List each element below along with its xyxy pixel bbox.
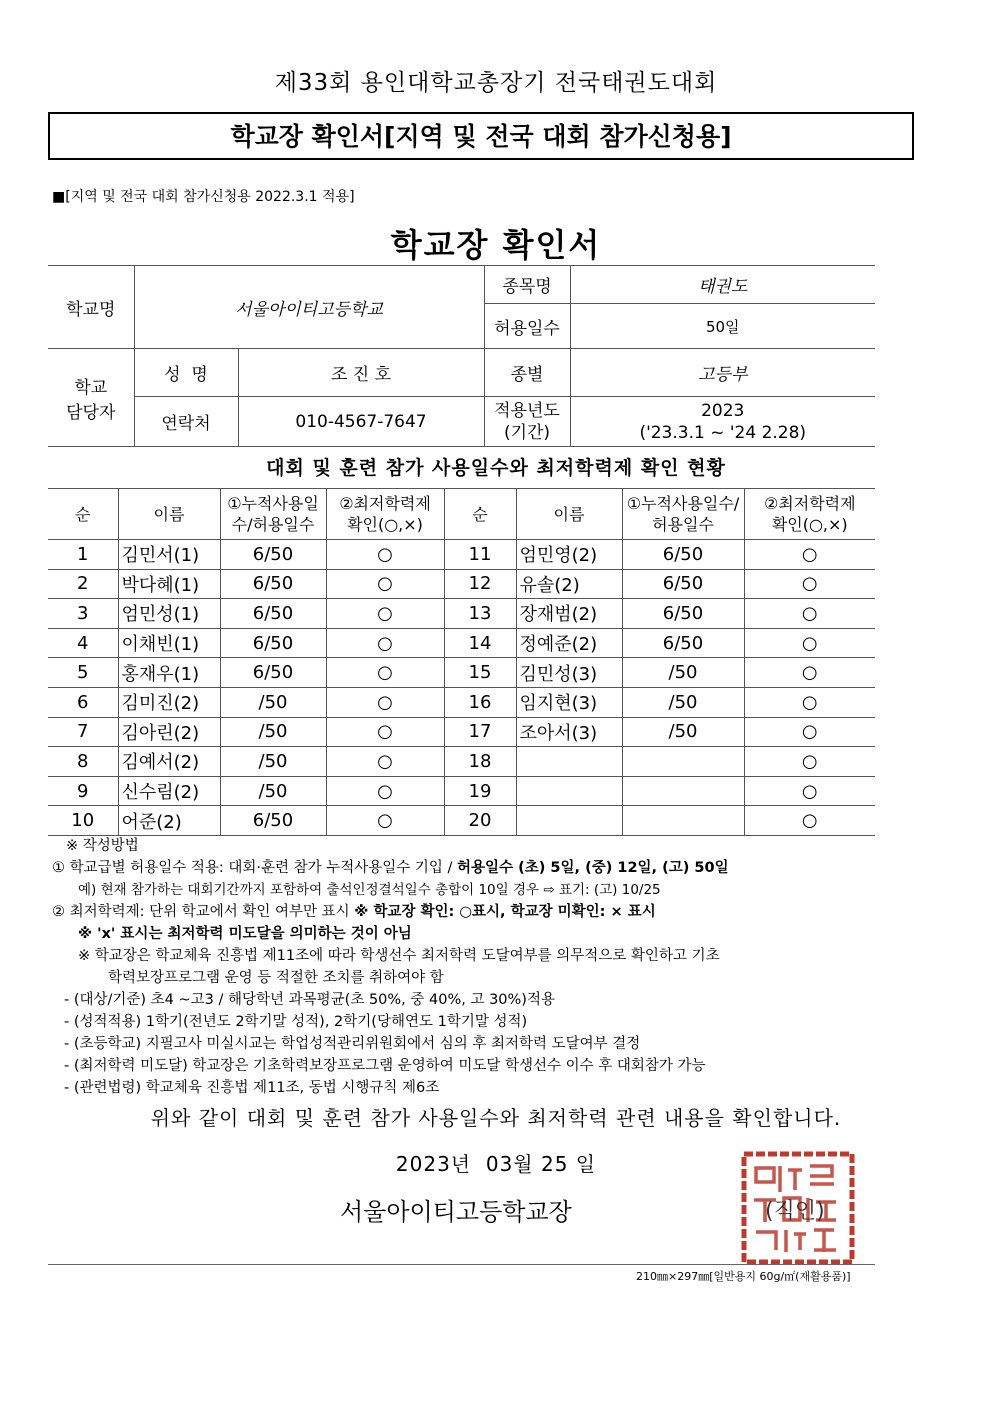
main-title: 학교장 확인서 bbox=[390, 226, 602, 264]
note-4: ※ 'x' 표시는 최저학력 미도달을 의미하는 것이 아님 bbox=[78, 926, 412, 942]
row-check-right: ○ bbox=[744, 628, 875, 658]
note-1a: ① 학교급별 허용일수 적용: 대회·훈련 참가 누적사용일수 기입 / bbox=[52, 860, 458, 876]
row-days-right: 6/50 bbox=[622, 540, 744, 570]
row-check: ○ bbox=[326, 776, 444, 806]
division-label: 종별 bbox=[484, 349, 570, 397]
header-check-right-line2: 확인(○,×) bbox=[771, 515, 848, 534]
row-no: 10 bbox=[48, 806, 118, 836]
row-name-right: 조아서(3) bbox=[516, 717, 622, 747]
row-check-right: ○ bbox=[744, 776, 875, 806]
row-days: 6/50 bbox=[220, 806, 326, 836]
header-days-line2: 수/허용일수 bbox=[231, 515, 315, 534]
table-row bbox=[48, 569, 875, 599]
row-no: 7 bbox=[48, 717, 118, 747]
document-box-title: 학교장 확인서[지역 및 전국 대회 참가신청용] bbox=[48, 112, 914, 160]
year-label-line2: (기간) bbox=[503, 422, 551, 443]
note-1b: 허용일수 (초) 5일, (중) 12일, (고) 50일 bbox=[457, 860, 729, 876]
row-no-right: 19 bbox=[444, 776, 516, 806]
row-check-right: ○ bbox=[744, 569, 875, 599]
header-check-line1: ②최저학력제 bbox=[339, 494, 431, 513]
row-check-right: ○ bbox=[744, 658, 875, 688]
event-value: 태권도 bbox=[570, 266, 875, 304]
row-days: 6/50 bbox=[220, 628, 326, 658]
row-name: 신수림(2) bbox=[118, 776, 220, 806]
row-no: 2 bbox=[48, 569, 118, 599]
row-name-right: 정예준(2) bbox=[516, 628, 622, 658]
table-row bbox=[48, 806, 875, 836]
row-days-right: 6/50 bbox=[622, 569, 744, 599]
school-info-table bbox=[48, 265, 875, 447]
row-days-right: /50 bbox=[622, 717, 744, 747]
row-check-right: ○ bbox=[744, 687, 875, 717]
year-value-cell bbox=[570, 397, 875, 447]
seal-mark-text: (직인) bbox=[765, 1199, 825, 1224]
row-check-right: ○ bbox=[744, 747, 875, 777]
row-name: 김예서(2) bbox=[118, 747, 220, 777]
issue-date: 2023년 03월 25 일 bbox=[395, 1152, 597, 1176]
row-days-right bbox=[622, 806, 744, 836]
row-days: /50 bbox=[220, 717, 326, 747]
header-no: 순 bbox=[48, 489, 118, 540]
allowed-days-label: 허용일수 bbox=[484, 304, 570, 349]
header-check-right-line1: ②최저학력제 bbox=[763, 494, 856, 513]
row-no-right: 17 bbox=[444, 717, 516, 747]
row-check: ○ bbox=[326, 540, 444, 570]
row-check-right: ○ bbox=[744, 806, 875, 836]
header-check-right bbox=[744, 489, 875, 540]
manager-label bbox=[48, 349, 134, 447]
header-check bbox=[326, 489, 444, 540]
row-name-right bbox=[516, 806, 622, 836]
manager-label-line1: 학교 bbox=[74, 377, 108, 398]
note-1 bbox=[52, 857, 729, 879]
note-3 bbox=[52, 901, 729, 923]
row-days: 6/50 bbox=[220, 599, 326, 629]
table-row bbox=[48, 717, 875, 747]
principal-signature: 서울아이티고등학교장 bbox=[340, 1198, 572, 1226]
row-no-right: 15 bbox=[444, 658, 516, 688]
header-name: 이름 bbox=[118, 489, 220, 540]
row-no: 9 bbox=[48, 776, 118, 806]
row-check: ○ bbox=[326, 717, 444, 747]
row-name-right: 엄민영(2) bbox=[516, 540, 622, 570]
note-7: - (대상/기준) 초4 ~고3 / 해당학년 과목평균(초 50%, 중 40%, 고 30%)적용 bbox=[64, 992, 555, 1008]
row-no-right: 20 bbox=[444, 806, 516, 836]
row-days-right: 6/50 bbox=[622, 599, 744, 629]
division-value: 고등부 bbox=[570, 349, 875, 397]
event-label: 종목명 bbox=[484, 266, 570, 304]
row-name: 박다혜(1) bbox=[118, 569, 220, 599]
row-name-right bbox=[516, 776, 622, 806]
row-name-right: 김민성(3) bbox=[516, 658, 622, 688]
name-value: 조 진 호 bbox=[238, 349, 484, 397]
manager-label-line2: 담당자 bbox=[66, 402, 116, 423]
table-row bbox=[48, 599, 875, 629]
row-days-right bbox=[622, 776, 744, 806]
row-check: ○ bbox=[326, 628, 444, 658]
row-check: ○ bbox=[326, 599, 444, 629]
row-check: ○ bbox=[326, 658, 444, 688]
row-no: 8 bbox=[48, 747, 118, 777]
competition-title: 제33회 용인대학교총장기 전국태권도대회 bbox=[274, 70, 718, 96]
year-period: ('23.3.1 ~ '24 2.28) bbox=[639, 422, 807, 443]
row-check-right: ○ bbox=[744, 599, 875, 629]
year-label bbox=[484, 397, 570, 447]
row-no-right: 13 bbox=[444, 599, 516, 629]
row-days: /50 bbox=[220, 687, 326, 717]
row-days: /50 bbox=[220, 776, 326, 806]
row-no-right: 14 bbox=[444, 628, 516, 658]
table-row bbox=[48, 776, 875, 806]
header-days-right-line1: ①누적사용일수/ bbox=[626, 494, 740, 513]
table-row bbox=[48, 540, 875, 570]
note-5: ※ 학교장은 학교체육 진흥법 제11조에 따라 학생선수 최저학력 도달여부를 의무적으로 확인하고 기초 bbox=[78, 948, 720, 964]
notes-heading: ※ 작성방법 bbox=[66, 838, 139, 854]
row-no-right: 11 bbox=[444, 540, 516, 570]
note-2: 예) 현재 참가하는 대회기간까지 포함하여 출석인정결석일수 총합이 10일 경우 ⇨ 표기: (고) 10/25 bbox=[78, 882, 661, 898]
row-name: 김아린(2) bbox=[118, 717, 220, 747]
year-value: 2023 bbox=[701, 400, 745, 421]
school-label: 학교명 bbox=[48, 266, 134, 349]
row-check: ○ bbox=[326, 747, 444, 777]
row-days: 6/50 bbox=[220, 569, 326, 599]
row-name: 김미진(2) bbox=[118, 687, 220, 717]
paper-spec: 210㎜×297㎜[일반용지 60g/㎡(재활용품)] bbox=[636, 1270, 851, 1283]
header-no-right: 순 bbox=[444, 489, 516, 540]
table-row bbox=[48, 628, 875, 658]
application-note: ■[지역 및 전국 대회 참가신청용 2022.3.1 적용] bbox=[52, 189, 355, 205]
contact-value: 010-4567-7647 bbox=[238, 397, 484, 447]
contact-label: 연락처 bbox=[134, 397, 238, 447]
instructions bbox=[52, 835, 729, 1099]
header-check-line2: 확인(○,×) bbox=[347, 515, 423, 534]
row-name-right: 장재범(2) bbox=[516, 599, 622, 629]
row-days-right: /50 bbox=[622, 687, 744, 717]
row-no-right: 12 bbox=[444, 569, 516, 599]
note-9: - (초등학교) 지필고사 미실시교는 학업성적관리위원회에서 심의 후 최저학력 도달여부 결정 bbox=[64, 1036, 641, 1052]
row-days: /50 bbox=[220, 747, 326, 777]
school-name: 서울아이티고등학교 bbox=[134, 266, 484, 349]
row-no: 5 bbox=[48, 658, 118, 688]
row-name: 엄민성(1) bbox=[118, 599, 220, 629]
row-no-right: 16 bbox=[444, 687, 516, 717]
row-name-right: 유솔(2) bbox=[516, 569, 622, 599]
row-name-right bbox=[516, 747, 622, 777]
row-no: 1 bbox=[48, 540, 118, 570]
allowed-days-value: 50일 bbox=[570, 304, 875, 349]
note-8: - (성적적용) 1학기(전년도 2학기말 성적), 2학기(당해연도 1학기말 성적) bbox=[64, 1014, 528, 1030]
note-6: 학력보장프로그램 운영 등 적절한 조치를 취하여야 함 bbox=[108, 970, 444, 986]
table-row bbox=[48, 747, 875, 777]
header-days bbox=[220, 489, 326, 540]
row-days: 6/50 bbox=[220, 658, 326, 688]
row-days: 6/50 bbox=[220, 540, 326, 570]
row-name: 어준(2) bbox=[118, 806, 220, 836]
row-name: 김민서(1) bbox=[118, 540, 220, 570]
row-days-right bbox=[622, 747, 744, 777]
note-3a: ② 최저학력제: 단위 학교에서 확인 여부만 표시 bbox=[52, 904, 355, 920]
name-label: 성 명 bbox=[134, 349, 238, 397]
row-no: 6 bbox=[48, 687, 118, 717]
row-days-right: 6/50 bbox=[622, 628, 744, 658]
athlete-list-table bbox=[48, 488, 875, 836]
row-check-right: ○ bbox=[744, 540, 875, 570]
row-name: 이채빈(1) bbox=[118, 628, 220, 658]
confirmation-statement: 위와 같이 대회 및 훈련 참가 사용일수와 최저학력 관련 내용을 확인합니다. bbox=[150, 1106, 842, 1130]
row-no: 4 bbox=[48, 628, 118, 658]
header-days-right bbox=[622, 489, 744, 540]
row-no-right: 18 bbox=[444, 747, 516, 777]
table-row bbox=[48, 687, 875, 717]
row-check-right: ○ bbox=[744, 717, 875, 747]
section-title: 대회 및 훈련 참가 사용일수와 최저학력제 확인 현황 bbox=[266, 457, 726, 479]
table-row bbox=[48, 658, 875, 688]
bottom-divider bbox=[48, 1264, 875, 1265]
row-no: 3 bbox=[48, 599, 118, 629]
header-name-right: 이름 bbox=[516, 489, 622, 540]
row-days-right: /50 bbox=[622, 658, 744, 688]
row-check: ○ bbox=[326, 569, 444, 599]
row-check: ○ bbox=[326, 806, 444, 836]
row-name: 홍재우(1) bbox=[118, 658, 220, 688]
row-name-right: 임지현(3) bbox=[516, 687, 622, 717]
header-days-line1: ①누적사용일 bbox=[227, 494, 319, 513]
note-11: - (관련법령) 학교체육 진흥법 제11조, 동법 시행규칙 제6조 bbox=[64, 1080, 440, 1096]
note-10: - (최저학력 미도달) 학교장은 기초학력보장프로그램 운영하여 미도달 학생선수 이수 후 대회참가 가능 bbox=[64, 1058, 706, 1074]
note-3b: ※ 학교장 확인: ○표시, 학교장 미확인: × 표시 bbox=[354, 904, 656, 920]
year-label-line1: 적용년도 bbox=[494, 400, 560, 421]
row-check: ○ bbox=[326, 687, 444, 717]
header-days-right-line2: 허용일수 bbox=[652, 515, 714, 534]
table-header-row bbox=[48, 489, 875, 540]
